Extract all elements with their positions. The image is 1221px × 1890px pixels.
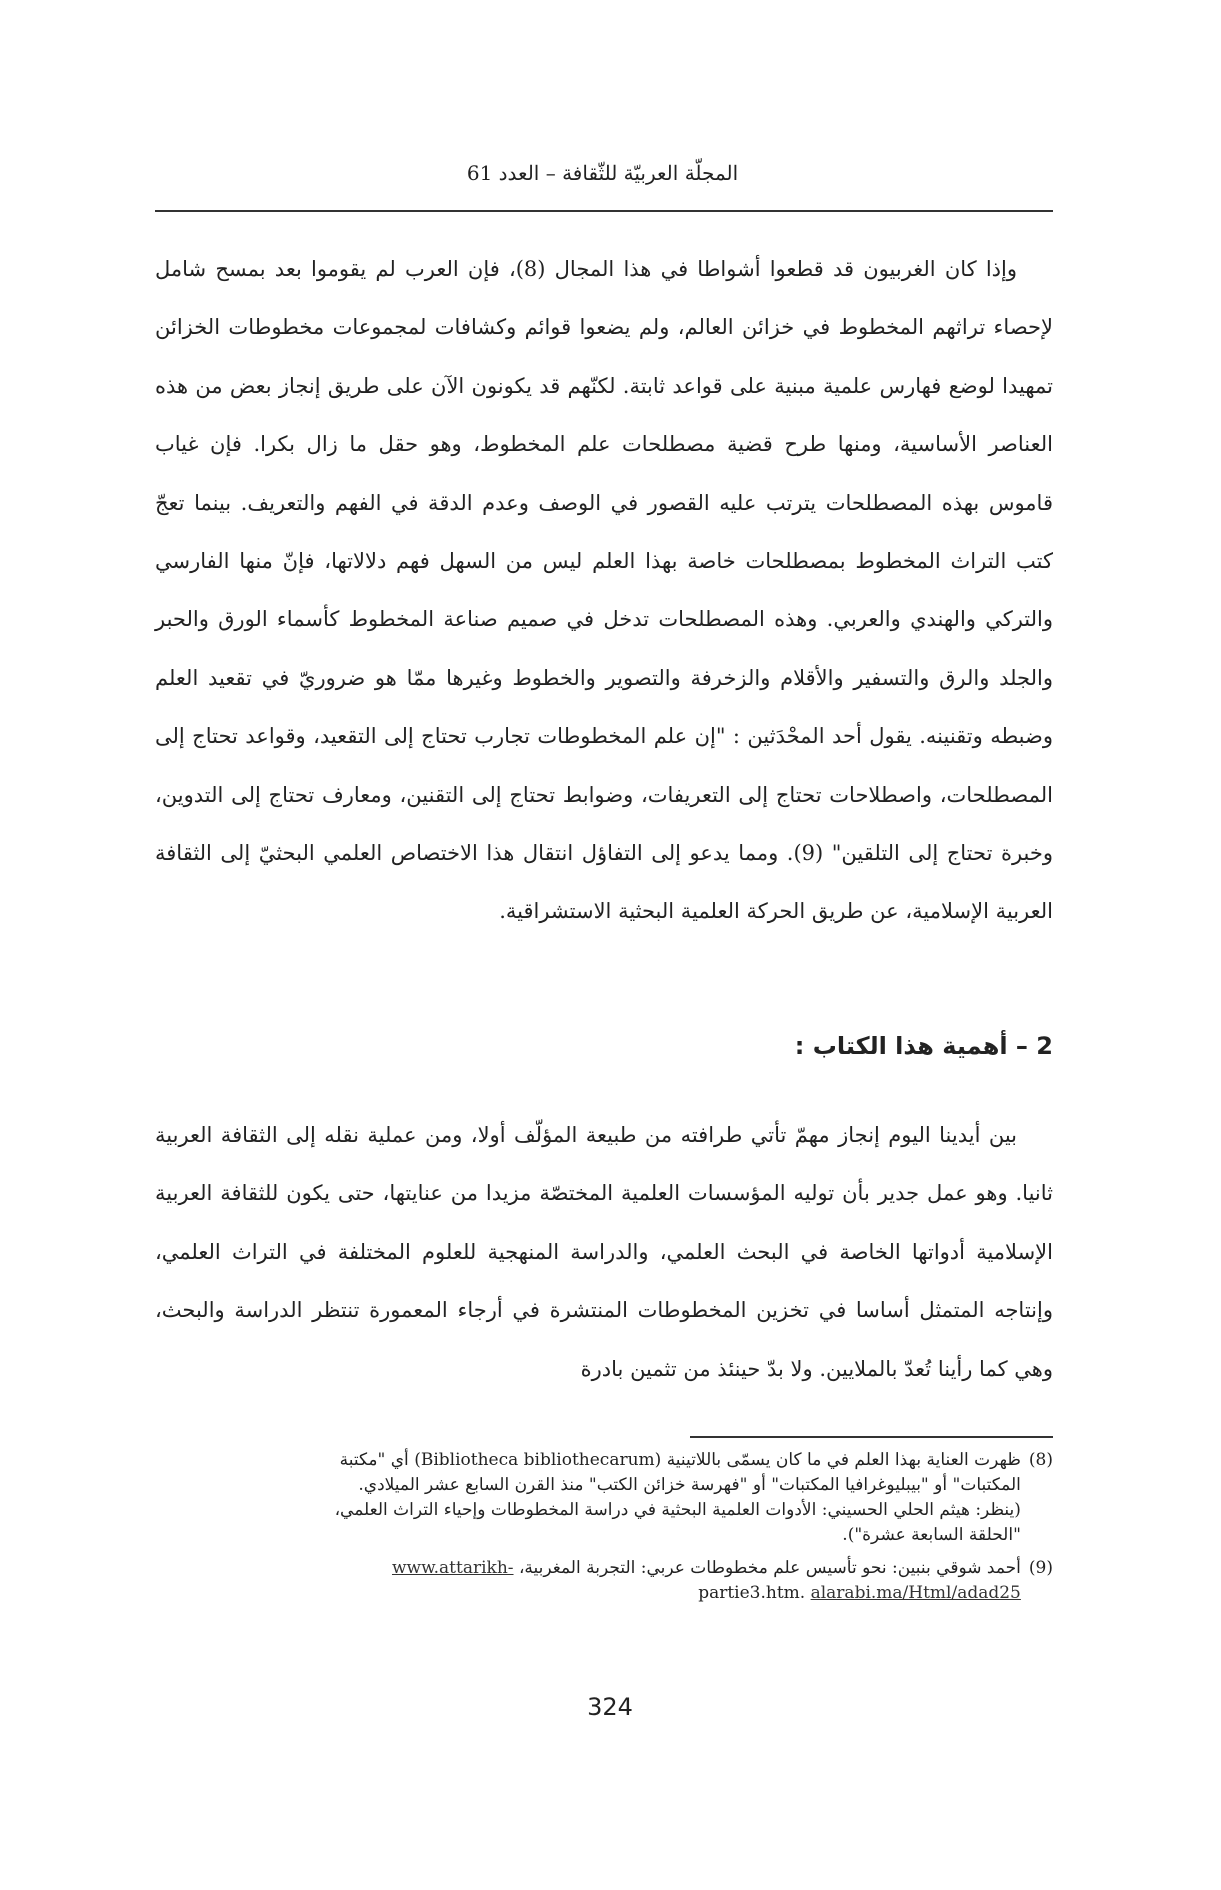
footnote-9-body <box>155 1556 1021 1606</box>
footnote-separator <box>690 1436 1053 1438</box>
footnote-8-body <box>155 1448 1021 1548</box>
footnote-8-text-a: ظهرت العناية بهذا العلم في ما كان يسمّى باللاتينية <box>666 1450 1021 1470</box>
footnote-9-number: (9) <box>1028 1558 1053 1578</box>
footnote-9-link-part-1[interactable]: www.attarikh- <box>391 1558 514 1578</box>
footnote-8-number: (8) <box>1028 1450 1053 1470</box>
footnotes <box>155 1448 1053 1614</box>
footnote-9-line-2 <box>155 1581 1021 1606</box>
footnote-9-link-part-2[interactable]: alarabi.ma/Html/adad25 <box>810 1583 1021 1603</box>
footnote-9-link-end: partie3.htm. <box>698 1583 806 1603</box>
footnote-9-line-1 <box>155 1556 1021 1581</box>
footnote-8-line-2: المكتبات" أو "بيبليوغرافيا المكتبات" أو "فهرسة خزائن الكتب" منذ القرن السابع عشر الميلادي. <box>358 1475 1021 1495</box>
header-rule <box>155 210 1053 212</box>
section-heading: 2 – أهمية هذا الكتاب : <box>794 1032 1053 1060</box>
footnote-8-text-b: أي "مكتبة <box>339 1450 409 1470</box>
footnote-8-latin-term: (Bibliotheca bibliothecarum) <box>414 1450 662 1470</box>
running-header: المجلّة العربيّة للثّقافة – العدد 61 <box>466 161 739 185</box>
footnote-9 <box>155 1556 1053 1606</box>
footnote-8-line-1 <box>155 1448 1021 1473</box>
page-number: 324 <box>587 1693 633 1721</box>
footnote-8-line-3: (ينظر: هيثم الحلي الحسيني: الأدوات العلمية البحثية في دراسة المخطوطات وإحياء التراث العلمي، <box>334 1500 1021 1520</box>
footnote-8 <box>155 1448 1053 1548</box>
footnote-9-text: أحمد شوقي بنبين: نحو تأسيس علم مخطوطات عربي: التجربة المغربية، <box>518 1558 1021 1578</box>
paragraph-1: وإذا كان الغربيون قد قطعوا أشواطا في هذا المجال (8)، فإن العرب لم يقوموا بعد بمسح شامل لإحصاء تراثهم المخطوط في خزائن العالم، ولم يضعوا قوائم وكشافات لمجموعات مخطوطات الخزائن تمهيدا لوضع فهارس علمية مبنية على قواعد ثابتة. لكنّهم قد يكونون الآن على طريق إنجاز بعض من هذه العناصر الأساسية، ومنها طرح قضية مصطلحات علم المخطوط، وهو حقل ما زال بكرا. فإن غياب قاموس بهذه المصطلحات يترتب عليه القصور في الوصف وعدم الدقة في الفهم والتعريف. بينما تعجّ كتب التراث المخطوط بمصطلحات خاصة بهذا العلم ليس من السهل فهم دلالاتها، فإنّ منها الفارسي والتركي والهندي والعربي. وهذه المصطلحات تدخل في صميم صناعة المخطوط كأسماء الورق والحبر والجلد والرق والتسفير والأقلام والزخرفة والتصوير والخطوط وغيرها ممّا هو ضروريّ في تقعيد العلم وضبطه وتقنينه. يقول أحد المحْدَثين : "إن علم المخطوطات تجارب تحتاج إلى التقعيد، وقواعد تحتاج إلى المصطلحات، واصطلاحات تحتاج إلى التعريفات، وضوابط تحتاج إلى التقنين، ومعارف تحتاج إلى التدوين، وخبرة تحتاج إلى التلقين" (9). ومما يدعو إلى التفاؤل انتقال هذا الاختصاص العلمي البحثيّ إلى الثقافة العربية الإسلامية، عن طريق الحركة العلمية البحثية الاستشراقية. <box>155 257 1053 924</box>
footnote-8-line-4: "الحلقة السابعة عشرة"). <box>842 1525 1021 1545</box>
paragraph-2: بين أيدينا اليوم إنجاز مهمّ تأتي طرافته من طبيعة المؤلّف أولا، ومن عملية نقله إلى الثقافة العربية ثانيا. وهو عمل جدير بأن توليه المؤسسات العلمية المختصّة مزيدا من عنايتها، حتى يكون للثقافة العربية الإسلامية أدواتها الخاصة في البحث العلمي، والدراسة المنهجية للعلوم المختلفة في التراث العلمي، وإنتاجه المتمثل أساسا في تخزين المخطوطات المنتشرة في أرجاء المعمورة تنتظر الدراسة والبحث، وهي كما رأينا تُعدّ بالملايين. ولا بدّ حينئذ من تثمين بادرة <box>155 1123 1053 1381</box>
